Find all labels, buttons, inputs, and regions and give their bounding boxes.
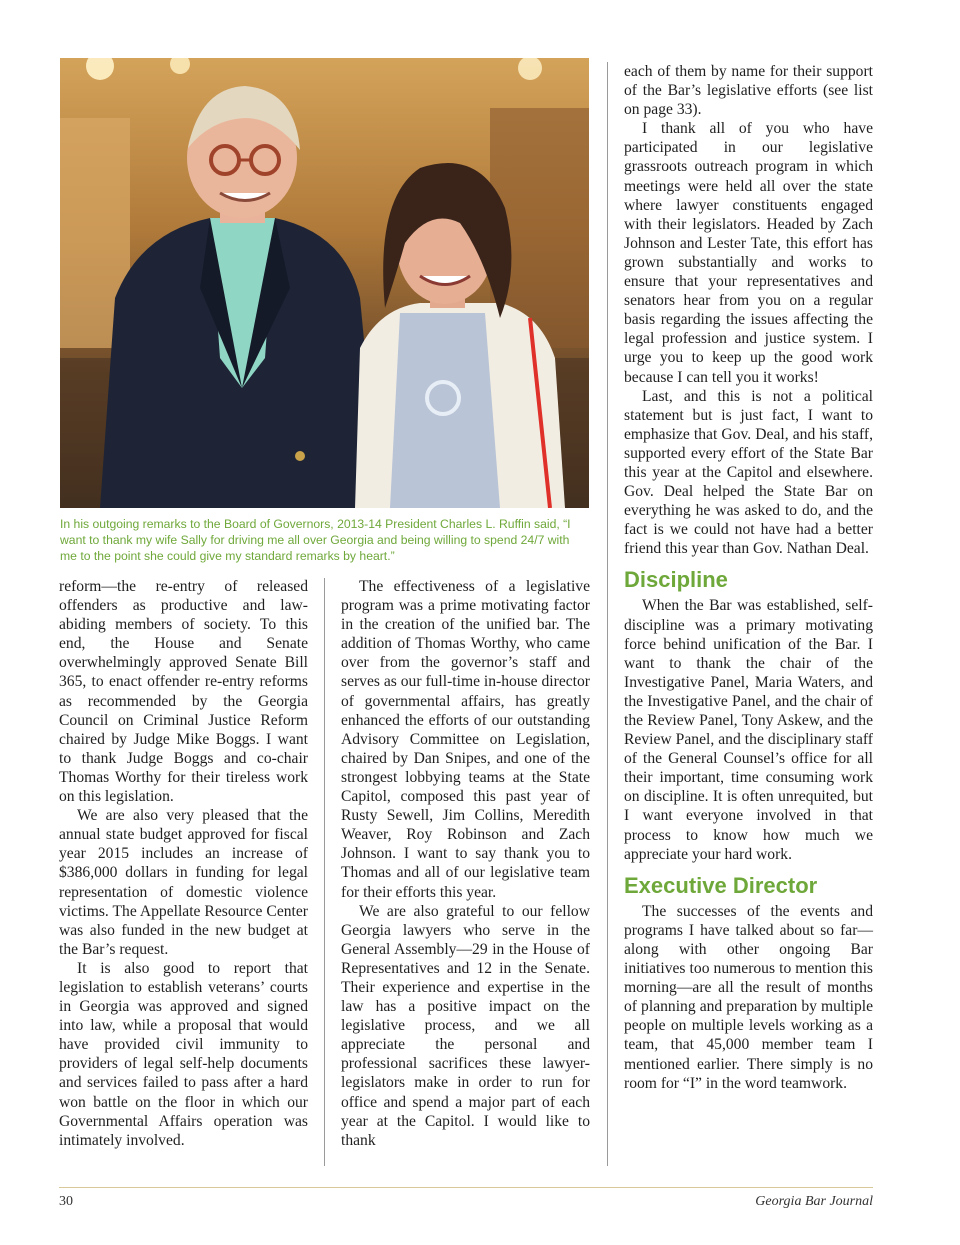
column-divider <box>324 578 325 1166</box>
article-column-1 <box>59 577 308 1150</box>
paragraph: When the Bar was established, self-discipline was a primary motivating force behind unification of the Bar. I want to thank the chair of the Investigative Panel, Maria Waters, and the Investigative Panel, and the chair of the Review Panel, Tony Askew, and the Review Panel, and the disciplinary staff of the General Counsel’s office for all their important, time consuming work on discipline. It is often unrequited, but I want everyone involved in that process to know how much we appreciate your hard work. <box>624 597 873 863</box>
paragraph: It is also good to report that legislation to establish veterans’ courts in Georgia was approved and signed into law, while a proposal that would have provided civil immunity to providers of legal self-help documents and services failed to pass after a hard won battle on the floor in which our Governmental Affairs operation was intimately involved. <box>59 959 308 1149</box>
article-column-2 <box>341 577 590 1150</box>
paragraph: Last, and this is not a political statement but is just fact, I want to emphasize that Gov. Deal, and his staff, supported every effort of the State Bar this year at the Capitol and elsewhere. Gov. Deal helped the State Bar on everything he was asked to do, and the fact is we could not have had a better friend this year than Gov. Nathan Deal. <box>624 387 873 558</box>
article-column-3 <box>624 62 873 1093</box>
page-number: 30 <box>59 1194 73 1209</box>
paragraph: I thank all of you who have participated in our legislative grassroots outreach program in which meetings were held all over the state where lawyer constituents engaged with their legislators. Headed by Zach Johnson and Lester Tate, this effort has grown substantially and works to ensure that your representatives and senators hear from you on a regular basis regarding the issues affecting the legal profession and justice system. I urge you to keep up the good work because I can tell you it works! <box>624 120 873 386</box>
footer-rule <box>59 1187 873 1188</box>
paragraph: We are also very pleased that the annual state budget approved for fiscal year 2015 includes an increase of $386,000 dollars in funding for legal representation of domestic violence victims. The Appellate Resource Center was also funded in the new budget at the Bar’s request. <box>59 807 308 958</box>
section-heading-executive-director: Executive Director <box>624 872 818 898</box>
paragraph: The successes of the events and programs I have talked about so far—along with other ongoing Bar initiatives too numerous to mention this morning—are all the result of months of planning and preparation by multiple people on multiple levels working as a team, that 45,000 member team I mentioned earlier. There simply is no room for “I” in the word teamwork. <box>624 902 873 1092</box>
paragraph: We are also grateful to our fellow Georgia lawyers who serve in the General Assembly—29 in the House of Representatives and 12 in the Senate. Their experience and expertise in the law has a positive impact on the legislative process, and we all appreciate the personal and professional sacrifices these lawyer-legislators make in order to run for office and spend a major part of each year at the Capitol. I would like to thank <box>341 902 590 1149</box>
paragraph: reform—the re-entry of released offenders as productive and law-abiding members of society. To this end, the House and Senate overwhelmingly approved Senate Bill 365, to enact offender re-entry reforms as recommended by the Georgia Council on Criminal Justice Reform chaired by Judge Mike Boggs. I want to thank Judge Boggs and co-chair Thomas Worthy for their tireless work on this legislation. <box>59 578 308 806</box>
column-divider <box>607 62 608 1166</box>
paragraph: each of them by name for their support of the Bar’s legislative efforts (see list on page 33). <box>624 63 873 119</box>
journal-name: Georgia Bar Journal <box>755 1194 873 1209</box>
photo-caption: In his outgoing remarks to the Board of Governors, 2013-14 President Charles L. Ruffin said, “I want to thank my wife Sally for driving me all over Georgia and being willing to spend 24/7 with me to the point she could give my standard remarks by heart.” <box>60 517 571 563</box>
section-heading-discipline: Discipline <box>624 567 728 593</box>
paragraph: The effectiveness of a legislative program was a prime motivating factor in the creation of the unified bar. The addition of Thomas Worthy, who came over from the governor’s staff and serves as our full-time in-house director of governmental affairs, has greatly enhanced the efforts of our outstanding Advisory Committee on Legislation, chaired by Dan Snipes, and one of the strongest lobbying teams at the State Capitol, composed this past year of Rusty Sewell, Jim Collins, Meredith Weaver, Roy Robinson and Zach Johnson. I want to say thank you to Thomas and all of our legislative team for their efforts this year. <box>341 578 590 901</box>
article-photo <box>60 58 589 508</box>
